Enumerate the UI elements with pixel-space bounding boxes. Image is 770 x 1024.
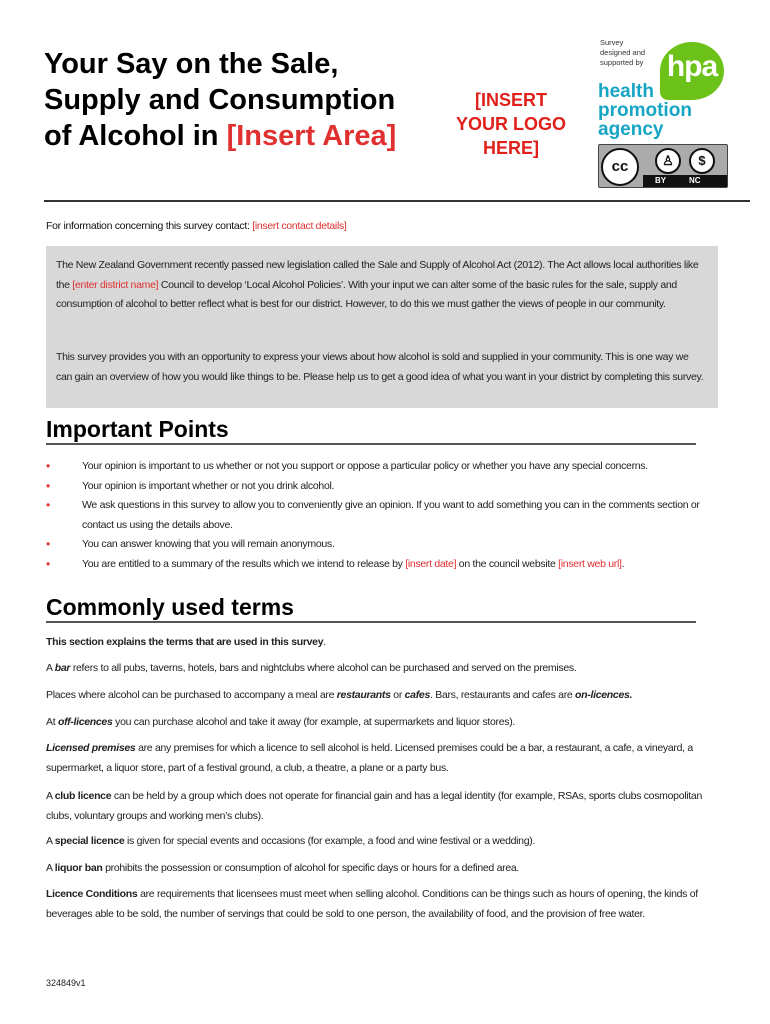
term-restaurants: Places where alcohol can be purchased to accompany a meal are restaurants or cafes. Bars, restaurants and cafes are on-licences.	[46, 689, 633, 701]
contact-placeholder: [insert contact details]	[252, 220, 347, 232]
list-item: • You are entitled to a summary of the results which we intend to release by [insert date] on the council website [insert web url].	[46, 556, 625, 571]
terms-section-heading: Commonly used terms	[46, 594, 696, 623]
cc-label-bar: BY NC	[643, 175, 727, 187]
term-club-licence: A club licence can be held by a group which does not operate for financial gain and has a legal identity (for example, RSAs, sports clubs cosmopolitan clubs, voluntary groups and working men’s clubs).	[46, 790, 703, 822]
section-rule	[46, 443, 696, 445]
list-item: • We ask questions in this survey to allow you to conveniently give an opinion. If you want to add something you can in the comments section or contact us using the details above.	[46, 498, 700, 531]
term-licensed-premises: Licensed premises are any premises for which a licence to sell alcohol is held. Licensed premises could be a bar, a restaurant, a cafe, a vineyard, a supermarket, a liquor store, part of a festival ground, a club, a theatre, a plane or a party bus.	[46, 742, 693, 774]
term-liquor-ban: A liquor ban prohibits the possession or consumption of alcohol for specific days or hours for a defined area.	[46, 862, 520, 874]
cc-icon: cc	[601, 148, 639, 186]
terms-intro: This section explains the terms that are used in this survey.	[46, 636, 326, 648]
list-item: • Your opinion is important whether or not you drink alcohol.	[46, 478, 335, 493]
section-rule	[46, 621, 696, 623]
term-bar: A bar refers to all pubs, taverns, hotels, bars and nightclubs where alcohol can be purchased and served on the premises.	[46, 662, 577, 674]
header-divider	[44, 200, 750, 202]
page-title: Your Say on the Sale, Supply and Consumption of Alcohol in [Insert Area]	[44, 48, 397, 152]
intro-paragraph-1: The New Zealand Government recently passed new legislation called the Sale and Supply of Alcohol Act (2012). The Act allows local authorities like the [enter district name] Council to develop ‘Local Alcohol Policies’. With your input we can alter some of the basic rules for the sale, supply and consumption of alcohol to better reflect what is best for our district. However, to do this we must gather the views of people in our community.	[56, 259, 699, 310]
term-special-licence: A special licence is given for special events and occasions (for example, a food and wine festival or a wedding).	[46, 835, 536, 847]
important-points-list	[46, 457, 706, 574]
intro-paragraph-2: This survey provides you with an opportunity to express your views about how alcohol is sold and supplied in your community. This is one way we can gain an overview of how you would like things to be. Please help us to get a good idea of what you want in your district by completing this survey.	[56, 351, 704, 383]
logo-placeholder: [INSERT YOUR LOGO HERE]	[455, 90, 566, 158]
creative-commons-badge	[598, 144, 728, 188]
noncommercial-icon: $	[689, 148, 715, 174]
term-licence-conditions: Licence Conditions are requirements that licensees must meet when selling alcohol. Conditions can be things such as hours of opening, the kinds of beverages able to be sold, the number of servings that could be sold to one person, the availability of food, and the provision of free water.	[46, 888, 698, 920]
important-section-heading: Important Points	[46, 416, 696, 445]
attribution-icon: ♙	[655, 148, 681, 174]
list-item: • Your opinion is important to us whether or not you support or oppose a particular policy or whether you have any special concerns.	[46, 459, 648, 473]
list-item: • You can answer knowing that you will remain anonymous.	[46, 537, 335, 551]
term-off-licences: At off-licences you can purchase alcohol and take it away (for example, at supermarkets and liquor stores).	[46, 716, 516, 728]
contact-line: For information concerning this survey contact: [insert contact details]	[46, 220, 347, 232]
hpa-logo-wordmark: health promotion agency	[598, 81, 692, 140]
supported-by-text: Survey designed and supported by	[600, 38, 646, 67]
intro-box	[46, 246, 718, 408]
hpa-logo-icon: hpa	[660, 42, 724, 100]
document-id: 324849v1	[46, 978, 86, 988]
